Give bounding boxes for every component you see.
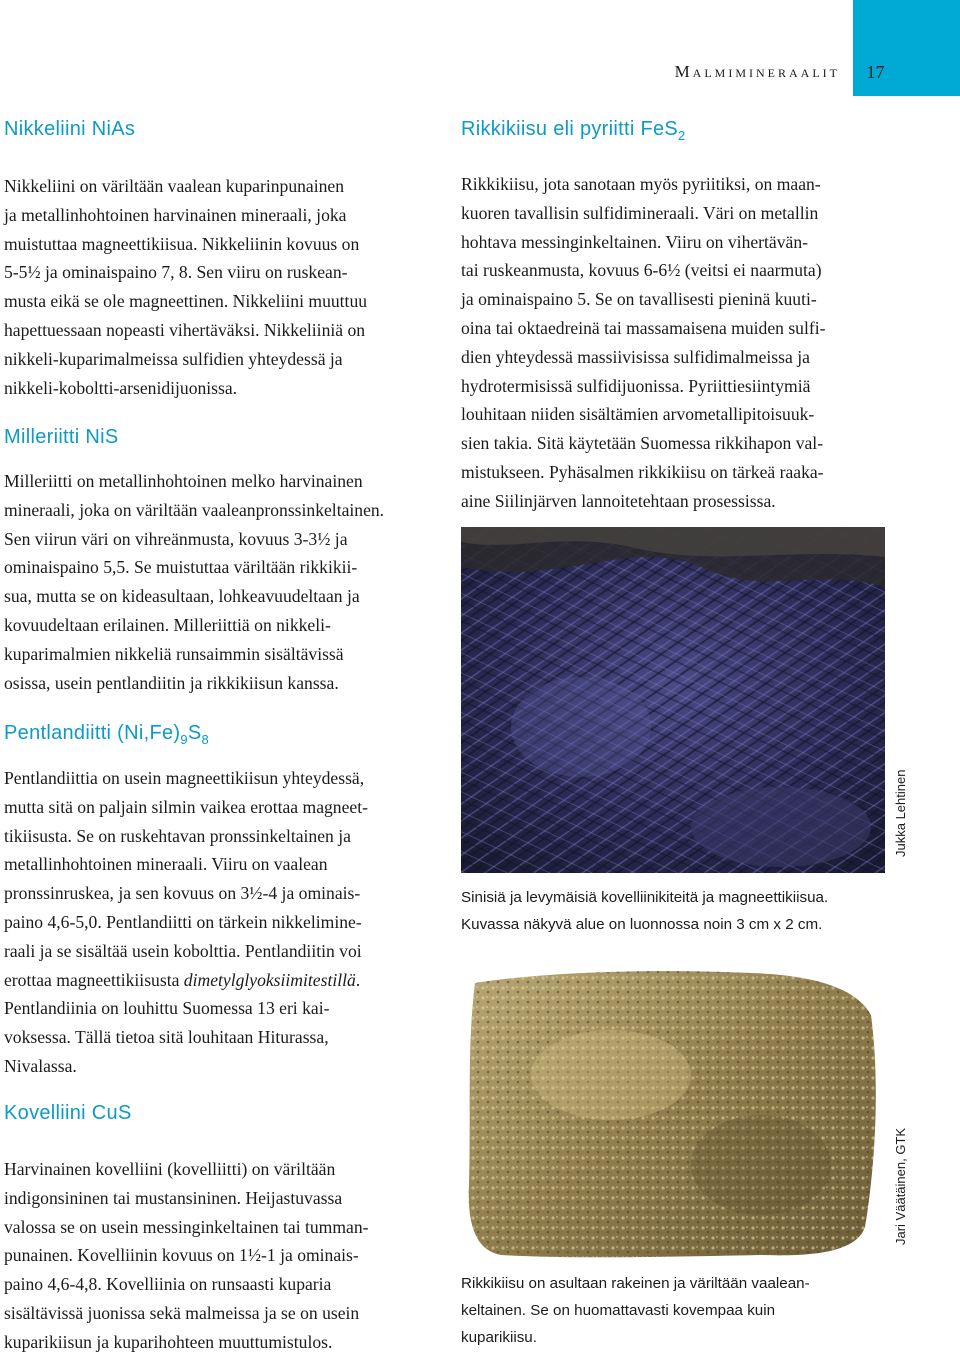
text-line: tikiisusta. Se on ruskehtavan pronssinkeltainen ja — [4, 825, 351, 846]
paragraph-nikkeliini — [4, 172, 440, 402]
text-line: nikkeli-koboltti-arsenidijuonissa. — [4, 377, 238, 398]
caption-line: Rikkikiisu on asultaan rakeinen ja väriltään vaalean- — [461, 1275, 810, 1292]
heading-subscript: 2 — [678, 128, 686, 143]
caption-line: Sinisiä ja levymäisiä kovelliinikiteitä ja magneettikiisua. — [461, 889, 829, 906]
text-line: kuparikiisun ja kuparihohteen muuttumistulos. — [4, 1331, 333, 1352]
text-line: hapettuessaan nopeasti vihertäväksi. Nikkeliiniä on — [4, 319, 366, 340]
text-line: kuparimalmien nikkeliä runsaimmin sisältävissä — [4, 643, 344, 664]
heading-subscript: 9 — [180, 732, 188, 747]
text-line: ja metallinhohtoinen harvinainen mineraali, joka — [4, 204, 347, 225]
text-line: metallinhohtoinen mineraali. Viiru on vaalean — [4, 854, 328, 875]
text-line: louhitaan niiden sisältämien arvometallipitoisuuk- — [461, 404, 815, 425]
text-line: dien yhteydessä massiivisissa sulfidimalmeissa ja — [461, 346, 810, 367]
figure-caption — [461, 884, 901, 938]
italic-term: dimetylglyoksiimitestillä — [183, 969, 356, 990]
text-line: hydrotermisissä sulfidijuonissa. Pyriittiesiintymiä — [461, 375, 811, 396]
kovelliini-photo — [461, 527, 885, 873]
text-line: punainen. Kovelliinin kovuus on 1½-1 ja ominais- — [4, 1245, 359, 1266]
figure-caption — [461, 1270, 901, 1351]
text-line: Sen viirun väri on vihreänmusta, kovuus 3-3½ ja — [4, 528, 348, 549]
text-line: Rikkikiisu, jota sanotaan myös pyriitiksi, on maan- — [461, 174, 821, 194]
text-line: osissa, usein pentlandiitin ja rikkikiisun kanssa. — [4, 672, 339, 693]
text-line: muistuttaa magneettikiisua. Nikkeliinin kovuus on — [4, 233, 360, 254]
heading-text: Rikkikiisu eli pyriitti FeS — [461, 118, 679, 140]
heading-rikkikiisu — [461, 118, 686, 143]
photo-credit — [893, 712, 913, 872]
text-line: sien takia. Sitä käytetään Suomessa rikkihapon val- — [461, 433, 824, 454]
heading-subscript: 8 — [201, 732, 210, 747]
text-line: mistukseen. Pyhäsalmen rikkikiisu on tärkeä raaka- — [461, 461, 824, 482]
text-line — [4, 966, 440, 995]
text-line: ominaispaino 5,5. Se muistuttaa väriltään rikkikii- — [4, 557, 358, 578]
text-line: Pentlandiinia on louhittu Suomessa 13 eri kai- — [4, 998, 330, 1019]
text-line: aine Siilinjärven lannoitetehtaan prosessissa. — [461, 490, 776, 511]
text-line: kovuudeltaan erilainen. Milleriittiä on nikkeli- — [4, 614, 331, 635]
text-line: paino 4,6-5,0. Pentlandiitti on tärkein nikkelimine- — [4, 911, 362, 932]
caption-line: keltainen. Se on huomattavasti kovempaa kuin — [461, 1302, 776, 1319]
paragraph-kovelliini — [4, 1155, 440, 1357]
photo-credit — [893, 1100, 913, 1260]
text-line: pronssinruskea, ja sen kovuus on 3½-4 ja ominais- — [4, 883, 361, 904]
text-line: oina tai oktaedreinä tai massamaisena muiden sulfi- — [461, 317, 826, 338]
text-line: Nivalassa. — [4, 1055, 77, 1076]
text-line: Milleriitti on metallinhohtoinen melko harvinainen — [4, 471, 363, 491]
caption-line: kuparikiisu. — [461, 1329, 537, 1346]
caption-line: Kuvassa näkyvä alue on luonnossa noin 3 cm x 2 cm. — [461, 916, 823, 933]
heading-text: S — [187, 722, 202, 744]
mineral-photo-illustration — [461, 527, 885, 873]
text-line: sua, mutta se on kideasultaan, lohkeavuudeltaan ja — [4, 586, 360, 607]
text-line: 5-5½ ja ominaispaino 7, 8. Sen viiru on ruskean- — [4, 262, 348, 283]
heading-pentlandiitti — [4, 722, 209, 747]
text-line: kuoren tavallisin sulfidimineraali. Väri on metallin — [461, 202, 819, 223]
text-line: mineraali, joka on väriltään vaaleanpronssinkeltainen. — [4, 499, 385, 520]
text-line: Harvinainen kovelliini (kovelliitti) on väriltään — [4, 1159, 336, 1179]
text-line: voksessa. Tällä tietoa sitä louhitaan Hiturassa, — [4, 1027, 329, 1048]
text-line: raali ja se sisältää usein kobolttia. Pentlandiitin voi — [4, 940, 362, 961]
text-line: ja ominaispaino 5. Se on tavallisesti pieninä kuuti- — [461, 289, 817, 310]
text-line: sisältävissä juonissa sekä malmeissa ja se on usein — [4, 1302, 360, 1323]
text-line: tai ruskeanmusta, kovuus 6-6½ (veitsi ei naarmuta) — [461, 260, 822, 281]
text-line: indigonsininen tai mustansininen. Heijastuvassa — [4, 1187, 343, 1208]
photo-credit-text: Jukka Lehtinen — [893, 769, 908, 857]
text-line: paino 4,6-4,8. Kovelliinia on runsaasti kuparia — [4, 1274, 332, 1295]
paragraph-milleriitti — [4, 467, 440, 697]
heading-kovelliini: Kovelliini CuS — [4, 1102, 132, 1124]
text-line: hohtava messinginkeltainen. Viiru on vihertävän- — [461, 231, 808, 252]
text-line: mutta sitä on paljain silmin vaikea erottaa magneet- — [4, 796, 368, 817]
heading-text: Pentlandiitti (Ni,Fe) — [4, 722, 181, 744]
heading-nikkeliini: Nikkeliini NiAs — [4, 118, 136, 140]
paragraph-rikkikiisu — [461, 170, 881, 516]
text-line: musta eikä se ole magneettinen. Nikkeliini muuttuu — [4, 291, 368, 312]
text-run: erottaa magneettikiisusta — [4, 969, 184, 990]
text-line: valossa se on usein messinginkeltainen tai tumman- — [4, 1216, 369, 1237]
text-line: Pentlandiittia on usein magneettikiisun yhteydessä, — [4, 768, 365, 788]
photo-credit-text: Jari Väätäinen, GTK — [893, 1127, 908, 1245]
text-line: Nikkeliini on väriltään vaalean kuparinpunainen — [4, 176, 345, 196]
rikkikiisu-photo — [461, 965, 885, 1260]
paragraph-pentlandiitti — [4, 764, 440, 1081]
page-number: 17 — [866, 62, 885, 82]
text-line: nikkeli-kuparimalmeissa sulfidien yhteydessä ja — [4, 348, 343, 369]
running-header: Malmimineraalit — [674, 62, 840, 81]
heading-milleriitti: Milleriitti NiS — [4, 426, 119, 448]
mineral-photo-illustration — [461, 965, 885, 1260]
text-run: . — [355, 969, 361, 990]
